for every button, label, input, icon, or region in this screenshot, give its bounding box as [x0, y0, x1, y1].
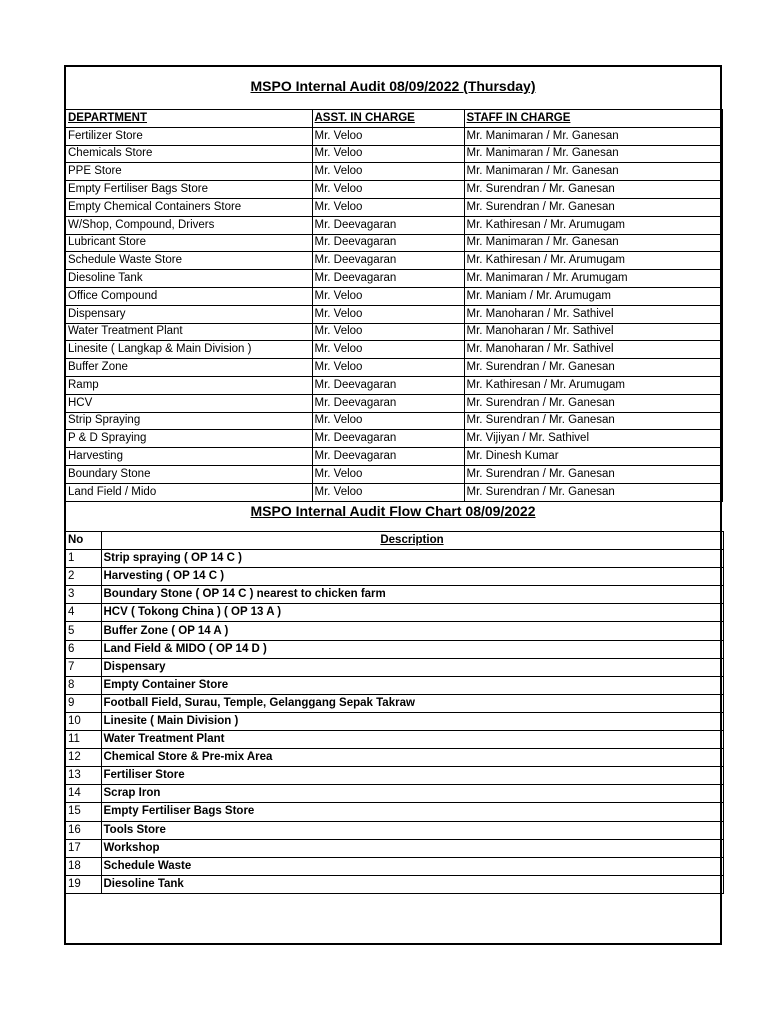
- department-header: DEPARTMENT: [66, 110, 312, 128]
- step-number-cell: 13: [66, 767, 101, 785]
- department-cell: Chemicals Store: [66, 145, 312, 163]
- table-row: [66, 323, 722, 341]
- table-row: [66, 785, 723, 803]
- staff-cell: Mr. Kathiresan / Mr. Arumugam: [464, 252, 722, 270]
- asst-cell: Mr. Veloo: [312, 359, 464, 377]
- table-row: [66, 287, 722, 305]
- step-description-cell: Buffer Zone ( OP 14 A ): [101, 622, 723, 640]
- step-description-cell: HCV ( Tokong China ) ( OP 13 A ): [101, 604, 723, 622]
- table-row: [66, 465, 722, 483]
- asst-cell: Mr. Veloo: [312, 305, 464, 323]
- table-row: [66, 127, 722, 145]
- asst-cell: Mr. Veloo: [312, 181, 464, 199]
- step-description-cell: Football Field, Surau, Temple, Gelanggang Sepak Takraw: [101, 694, 723, 712]
- table-row: [66, 412, 722, 430]
- step-number-cell: 18: [66, 857, 101, 875]
- table-row: [66, 163, 722, 181]
- step-description-cell: Chemical Store & Pre-mix Area: [101, 749, 723, 767]
- asst-cell: Mr. Veloo: [312, 145, 464, 163]
- staff-cell: Mr. Dinesh Kumar: [464, 448, 722, 466]
- asst-header: ASST. IN CHARGE: [312, 110, 464, 128]
- step-number-cell: 12: [66, 749, 101, 767]
- department-cell: Office Compound: [66, 287, 312, 305]
- step-description-cell: Boundary Stone ( OP 14 C ) nearest to chicken farm: [101, 586, 723, 604]
- staff-cell: Mr. Kathiresan / Mr. Arumugam: [464, 216, 722, 234]
- flow-chart-title: MSPO Internal Audit Flow Chart 08/09/2022: [250, 503, 536, 519]
- staff-cell: Mr. Manoharan / Mr. Sathivel: [464, 305, 722, 323]
- table-row: [66, 568, 723, 586]
- staff-cell: Mr. Manimaran / Mr. Ganesan: [464, 145, 722, 163]
- step-number-cell: 17: [66, 839, 101, 857]
- step-description-cell: Linesite ( Main Division ): [101, 712, 723, 730]
- table-row: [66, 749, 723, 767]
- staff-cell: Mr. Manimaran / Mr. Arumugam: [464, 270, 722, 288]
- asst-cell: Mr. Deevagaran: [312, 430, 464, 448]
- department-cell: Fertilizer Store: [66, 127, 312, 145]
- staff-cell: Mr. Manimaran / Mr. Ganesan: [464, 127, 722, 145]
- step-description-cell: Land Field & MIDO ( OP 14 D ): [101, 640, 723, 658]
- step-description-cell: Empty Fertiliser Bags Store: [101, 803, 723, 821]
- asst-cell: Mr. Veloo: [312, 287, 464, 305]
- step-number-cell: 19: [66, 875, 101, 893]
- table-row: [66, 252, 722, 270]
- table-row: [66, 658, 723, 676]
- step-description-cell: Tools Store: [101, 821, 723, 839]
- department-cell: Dispensary: [66, 305, 312, 323]
- table-row: [66, 622, 723, 640]
- asst-cell: Mr. Veloo: [312, 127, 464, 145]
- department-cell: Linesite ( Langkap & Main Division ): [66, 341, 312, 359]
- step-number-cell: 4: [66, 604, 101, 622]
- table-row: [66, 359, 722, 377]
- step-number-cell: 11: [66, 731, 101, 749]
- step-description-cell: Empty Container Store: [101, 676, 723, 694]
- step-description-cell: Water Treatment Plant: [101, 731, 723, 749]
- staff-cell: Mr. Surendran / Mr. Ganesan: [464, 412, 722, 430]
- department-cell: Diesoline Tank: [66, 270, 312, 288]
- step-number-cell: 16: [66, 821, 101, 839]
- table-row: [66, 181, 722, 199]
- asst-cell: Mr. Deevagaran: [312, 376, 464, 394]
- staff-cell: Mr. Maniam / Mr. Arumugam: [464, 287, 722, 305]
- department-cell: Strip Spraying: [66, 412, 312, 430]
- department-cell: P & D Spraying: [66, 430, 312, 448]
- step-description-cell: Scrap Iron: [101, 785, 723, 803]
- department-cell: Water Treatment Plant: [66, 323, 312, 341]
- table-row: [66, 305, 722, 323]
- department-cell: HCV: [66, 394, 312, 412]
- table-row: [66, 448, 722, 466]
- step-description-cell: Strip spraying ( OP 14 C ): [101, 550, 723, 568]
- asst-cell: Mr. Deevagaran: [312, 394, 464, 412]
- asst-cell: Mr. Veloo: [312, 198, 464, 216]
- asst-cell: Mr. Veloo: [312, 323, 464, 341]
- table-row: [66, 767, 723, 785]
- staff-cell: Mr. Surendran / Mr. Ganesan: [464, 394, 722, 412]
- staff-cell: Mr. Manoharan / Mr. Sathivel: [464, 341, 722, 359]
- staff-header: STAFF IN CHARGE: [464, 110, 722, 128]
- asst-cell: Mr. Deevagaran: [312, 234, 464, 252]
- step-description-cell: Fertiliser Store: [101, 767, 723, 785]
- audit-sheet: [64, 65, 722, 945]
- flow-header-row: [66, 532, 723, 550]
- asst-cell: Mr. Deevagaran: [312, 216, 464, 234]
- flow-chart-table: [66, 531, 724, 894]
- department-cell: W/Shop, Compound, Drivers: [66, 216, 312, 234]
- asst-cell: Mr. Veloo: [312, 465, 464, 483]
- department-cell: Lubricant Store: [66, 234, 312, 252]
- step-description-cell: Dispensary: [101, 658, 723, 676]
- table-row: [66, 821, 723, 839]
- staff-cell: Mr. Surendran / Mr. Ganesan: [464, 359, 722, 377]
- step-number-cell: 5: [66, 622, 101, 640]
- table-row: [66, 341, 722, 359]
- table-row: [66, 803, 723, 821]
- asst-cell: Mr. Veloo: [312, 341, 464, 359]
- table-row: [66, 270, 722, 288]
- table-row: [66, 640, 723, 658]
- no-header: No: [66, 532, 101, 550]
- staff-cell: Mr. Surendran / Mr. Ganesan: [464, 181, 722, 199]
- audit-header-row: [66, 110, 722, 128]
- table-row: [66, 839, 723, 857]
- asst-cell: Mr. Deevagaran: [312, 270, 464, 288]
- staff-cell: Mr. Surendran / Mr. Ganesan: [464, 483, 722, 501]
- table-row: [66, 875, 723, 893]
- table-row: [66, 586, 723, 604]
- asst-cell: Mr. Deevagaran: [312, 448, 464, 466]
- step-number-cell: 8: [66, 676, 101, 694]
- staff-cell: Mr. Manoharan / Mr. Sathivel: [464, 323, 722, 341]
- audit-title: MSPO Internal Audit 08/09/2022 (Thursday): [250, 78, 536, 94]
- description-header: Description: [101, 532, 723, 550]
- table-row: [66, 376, 722, 394]
- audit-assignment-table: [66, 109, 723, 502]
- step-description-cell: Diesoline Tank: [101, 875, 723, 893]
- step-description-cell: Harvesting ( OP 14 C ): [101, 568, 723, 586]
- asst-cell: Mr. Veloo: [312, 412, 464, 430]
- table-row: [66, 394, 722, 412]
- table-row: [66, 216, 722, 234]
- step-number-cell: 15: [66, 803, 101, 821]
- step-number-cell: 1: [66, 550, 101, 568]
- step-number-cell: 2: [66, 568, 101, 586]
- department-cell: Empty Fertiliser Bags Store: [66, 181, 312, 199]
- department-cell: PPE Store: [66, 163, 312, 181]
- department-cell: Schedule Waste Store: [66, 252, 312, 270]
- staff-cell: Mr. Surendran / Mr. Ganesan: [464, 465, 722, 483]
- table-row: [66, 731, 723, 749]
- staff-cell: Mr. Surendran / Mr. Ganesan: [464, 198, 722, 216]
- step-number-cell: 7: [66, 658, 101, 676]
- table-row: [66, 550, 723, 568]
- department-cell: Buffer Zone: [66, 359, 312, 377]
- step-number-cell: 9: [66, 694, 101, 712]
- table-row: [66, 604, 723, 622]
- table-row: [66, 483, 722, 501]
- step-description-cell: Schedule Waste: [101, 857, 723, 875]
- step-number-cell: 3: [66, 586, 101, 604]
- table-row: [66, 198, 722, 216]
- staff-cell: Mr. Vijiyan / Mr. Sathivel: [464, 430, 722, 448]
- step-number-cell: 10: [66, 712, 101, 730]
- table-row: [66, 676, 723, 694]
- department-cell: Empty Chemical Containers Store: [66, 198, 312, 216]
- table-row: [66, 234, 722, 252]
- step-number-cell: 14: [66, 785, 101, 803]
- department-cell: Land Field / Mido: [66, 483, 312, 501]
- table-row: [66, 857, 723, 875]
- asst-cell: Mr. Veloo: [312, 163, 464, 181]
- table-row: [66, 430, 722, 448]
- asst-cell: Mr. Veloo: [312, 483, 464, 501]
- department-cell: Harvesting: [66, 448, 312, 466]
- department-cell: Ramp: [66, 376, 312, 394]
- table-row: [66, 712, 723, 730]
- table-row: [66, 694, 723, 712]
- department-cell: Boundary Stone: [66, 465, 312, 483]
- step-description-cell: Workshop: [101, 839, 723, 857]
- asst-cell: Mr. Deevagaran: [312, 252, 464, 270]
- staff-cell: Mr. Manimaran / Mr. Ganesan: [464, 234, 722, 252]
- staff-cell: Mr. Manimaran / Mr. Ganesan: [464, 163, 722, 181]
- step-number-cell: 6: [66, 640, 101, 658]
- staff-cell: Mr. Kathiresan / Mr. Arumugam: [464, 376, 722, 394]
- table-row: [66, 145, 722, 163]
